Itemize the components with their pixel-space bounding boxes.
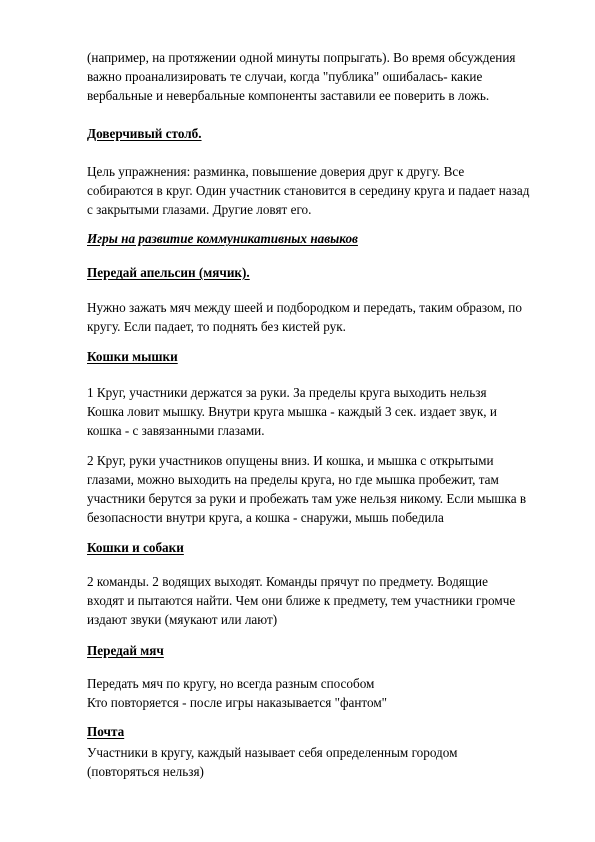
cats-mice-line: 1 Круг, участники держатся за руки. За пределы круга выходить нельзя xyxy=(87,385,487,400)
section-heading-mail: Почта xyxy=(87,724,125,739)
cats-dogs-line: входят и пытаются найти. Чем они ближе к предмету, тем участники громче xyxy=(87,593,516,608)
cats-mice-line: 2 Круг, руки участников опущены вниз. И кошка, и мышка с открытыми xyxy=(87,453,494,468)
trust-pillar-line: Цель упражнения: разминка, повышение доверия друг к другу. Все xyxy=(87,164,465,179)
mail-line: Участники в кругу, каждый называет себя определенным городом xyxy=(87,745,458,760)
pass-ball-line: Кто повторяется - после игры наказывается "фантом" xyxy=(87,695,388,710)
section-heading-communication-games: Игры на развитие коммуникативных навыков xyxy=(87,231,358,246)
cats-mice-line: участники берутся за руки и пробежать там уже нельзя никому. Если мышка в xyxy=(87,491,527,506)
trust-pillar-line: собираются в круг. Один участник становится в середину круга и падает назад xyxy=(87,183,530,198)
mail-line: (повторяться нельзя) xyxy=(87,764,204,779)
cats-mice-line: кошка - с завязанными глазами. xyxy=(87,423,265,438)
cats-dogs-line: 2 команды. 2 водящих выходят. Команды прячут по предмету. Водящие xyxy=(87,574,488,589)
section-heading-trust-pillar: Доверчивый столб. xyxy=(87,126,202,141)
trust-pillar-line: с закрытыми глазами. Другие ловят его. xyxy=(87,202,312,217)
section-heading-cats-mice: Кошки мышки xyxy=(87,349,178,364)
cats-mice-line: безопасности внутри круга, а кошка - снаружи, мышь победила xyxy=(87,510,444,525)
section-heading-pass-orange: Передай апельсин (мячик). xyxy=(87,265,250,280)
cats-mice-line: глазами, можно выходить на пределы круга, но где мышка пробежит, там xyxy=(87,472,499,487)
pass-orange-line: кругу. Если падает, то поднять без кистей рук. xyxy=(87,319,346,334)
pass-orange-line: Нужно зажать мяч между шеей и подбородком и передать, таким образом, по xyxy=(87,300,522,315)
pass-ball-line: Передать мяч по кругу, но всегда разным способом xyxy=(87,676,375,691)
section-heading-cats-dogs: Кошки и собаки xyxy=(87,540,184,555)
intro-line: важно проанализировать те случаи, когда "публика" ошибалась- какие xyxy=(87,69,483,84)
cats-mice-line: Кошка ловит мышку. Внутри круга мышка - каждый 3 сек. издает звук, и xyxy=(87,404,497,419)
section-heading-pass-ball: Передай мяч xyxy=(87,643,164,658)
intro-line: вербальные и невербальные компоненты заставили ее поверить в ложь. xyxy=(87,88,490,103)
intro-line: (например, на протяжении одной минуты попрыгать). Во время обсуждения xyxy=(87,50,516,65)
cats-dogs-line: издают звуки (мяукают или лают) xyxy=(87,612,278,627)
